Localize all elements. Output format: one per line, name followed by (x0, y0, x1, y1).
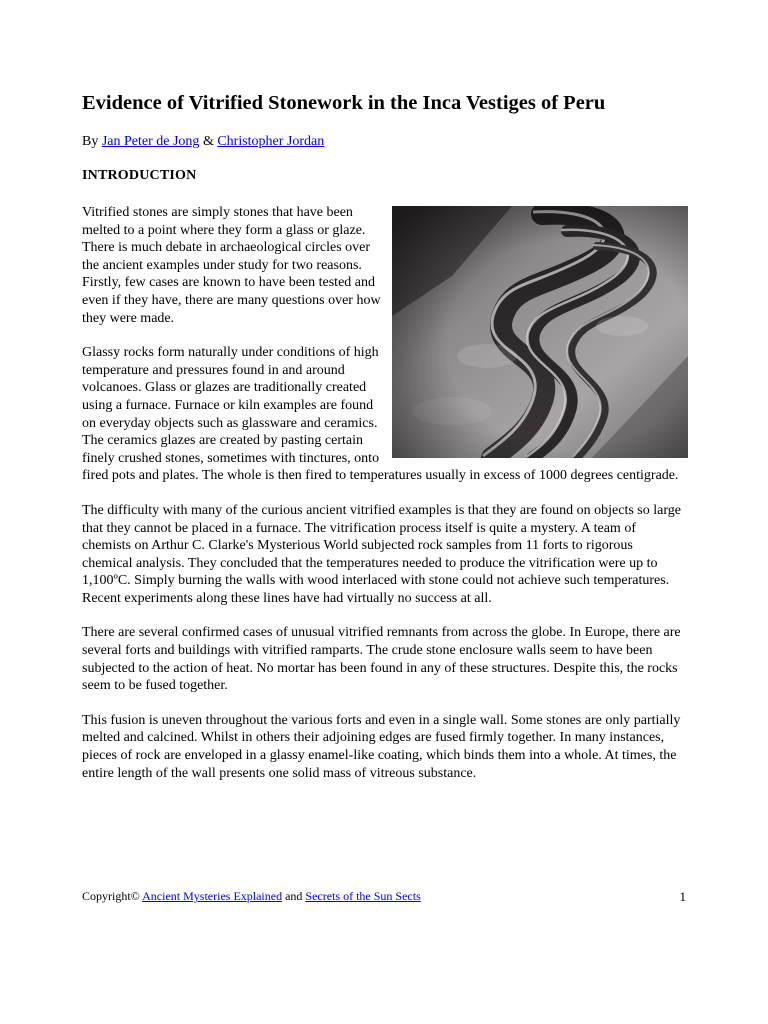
vitrified-stone-photo (392, 206, 688, 458)
byline-separator: & (199, 134, 218, 149)
paragraph-3: The difficulty with many of the curious ancient vitrified examples is that they are found on objects so large that they cannot be placed in a furnace. The vitrification process itself is quite a mystery. A team of chemists on Arthur C. Clarke's Mysterious World subjected rock samples from 11 forts to rigorous chemical analysis. They concluded that the temperatures needed to produce the vitrification were up to 1,100ºC. Simply burning the walls with wood interlaced with stone could not achieve such temperatures. Recent experiments along these lines have had virtually no success at all. (82, 502, 681, 606)
paragraph-5: This fusion is uneven throughout the various forts and even in a single wall. Some stones are only partially melted and calcined. Whilst in others their adjoining edges are fused firmly together. In many instances, pieces of rock are enveloped in a glassy enamel-like coating, which binds them into a whole. At times, the entire length of the wall presents one solid mass of vitreous substance. (82, 712, 681, 781)
document-title: Evidence of Vitrified Stonework in the Inca Vestiges of Peru (82, 92, 606, 114)
section-heading-introduction: INTRODUCTION (82, 168, 197, 183)
author-link-christopher-jordan[interactable]: Christopher Jordan (217, 134, 325, 149)
page-footer (82, 889, 686, 904)
paragraph-4: There are several confirmed cases of unusual vitrified remnants from across the globe. In Europe, there are several forts and buildings with vitrified ramparts. The crude stone enclosure walls seem to have been subjected to the action of heat. No mortar has been found in any of these structures. Despite this, the rocks seem to be fused together. (82, 625, 681, 694)
footer-link-ancient-mysteries-explained[interactable]: Ancient Mysteries Explained (142, 889, 283, 903)
vitrified-stone-channel-photo-icon (392, 206, 688, 458)
article-body (82, 204, 686, 799)
paragraph-2: Glassy rocks form naturally under conditions of high temperature and pressures found in and around volcanoes. Glass or glazes are traditionally created using a furnace. Furnace or kiln examples are found on everyday objects such as glassware and ceramics. The ceramics glazes are created by pasting certain finely crushed stones, sometimes with tinctures, onto fired pots and plates. The whole is then fired to temperatures usually in excess of 1000 degrees centigrade. (82, 345, 679, 484)
footer-link-secrets-of-the-sun-sects[interactable]: Secrets of the Sun Sects (305, 889, 421, 903)
footer-and: and (282, 889, 306, 903)
page-number: 1 (679, 889, 686, 904)
byline-prefix: By (82, 134, 102, 149)
copyright-prefix: Copyright© (82, 889, 143, 903)
paragraph-1: Vitrified stones are simply stones that have been melted to a point where they form a glass or glaze. There is much debate in archaeological circles over the ancient examples under study for two reasons. Firstly, few cases are known to have been tested and even if they have, there are many questions over how they were made. (82, 205, 381, 326)
byline (82, 134, 324, 150)
author-link-jan-peter-de-jong[interactable]: Jan Peter de Jong (101, 134, 200, 149)
